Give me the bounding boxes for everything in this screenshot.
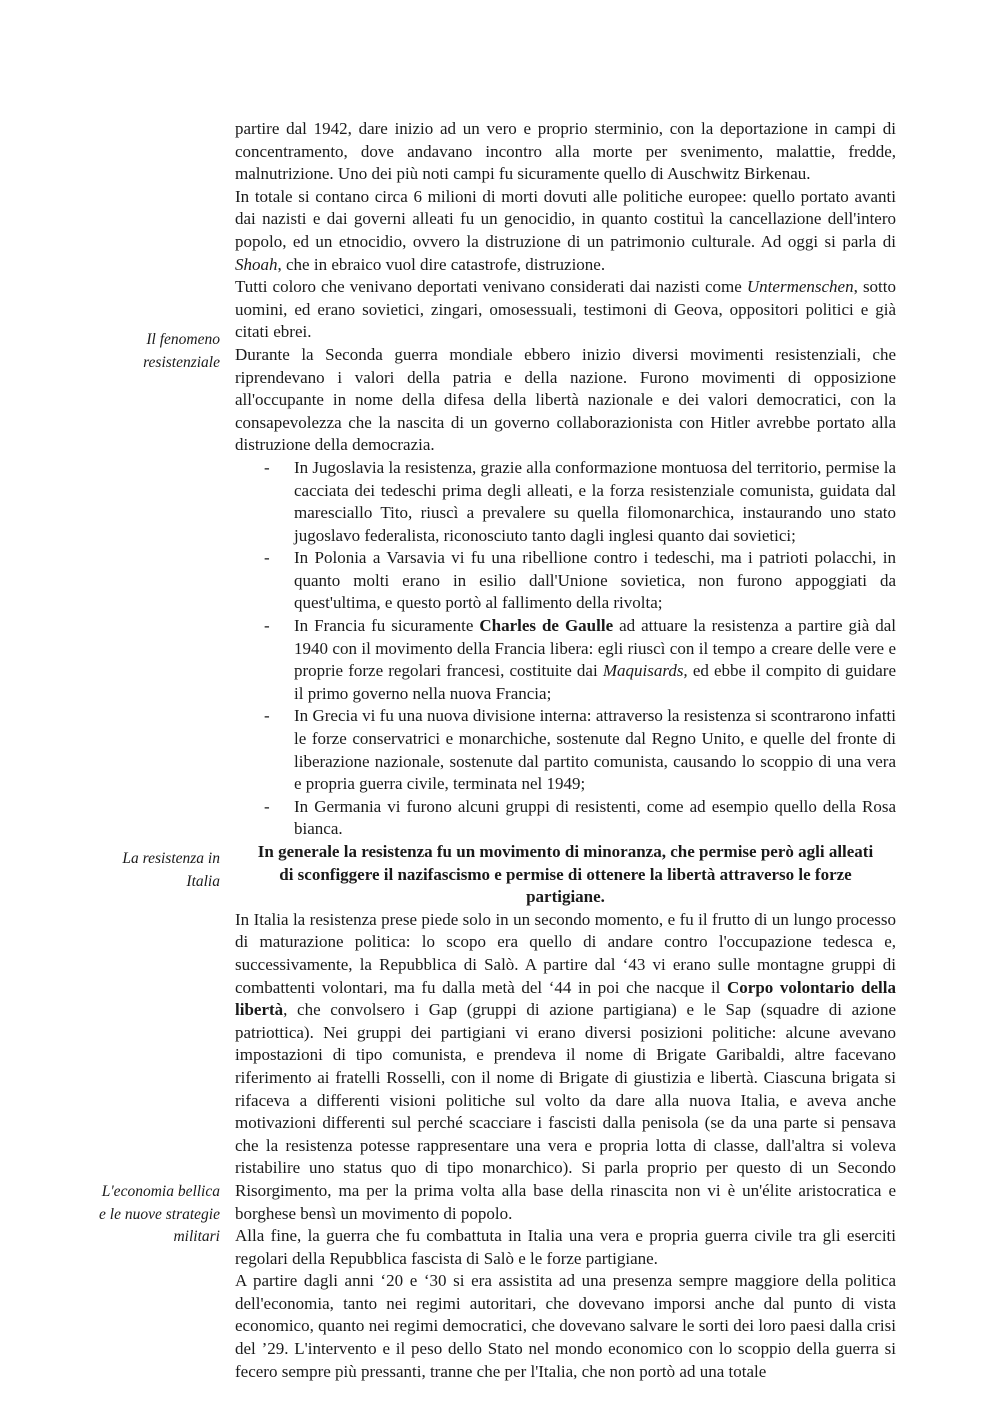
list-text: In Germania vi furono alcuni gruppi di resistenti, come ad esempio quello della Rosa bianca. bbox=[294, 796, 896, 839]
list-dash: - bbox=[264, 548, 270, 568]
term-corpo-volontario: Corpo volontario della libertà bbox=[235, 977, 896, 1020]
margin-note-resistance: Il fenomeno resistenziale bbox=[143, 331, 220, 371]
list-text: ed ebbe il compito di guidare il primo governo nella nuova Francia; bbox=[294, 661, 896, 703]
list-text: In Polonia a Varsavia vi fu una ribellione contro i tedeschi, ma i patrioti polacchi, in quanto molti erano in esilio dall'Unione sovietica, non furono appoggiati da quest'ultima, e questo portò al fallimento della rivolta; bbox=[294, 548, 896, 613]
summary-statement: In generale la resistenza fu un movimento di minoranza, che permise però agli alleati di sconfiggere il nazifascismo e permise di ottenere la libertà attraverso le forze partigiane. bbox=[257, 842, 874, 907]
list-text: In Grecia vi fu una nuova divisione interna: attraverso la resistenza si scontrarono infatti le forze conservatrici e monarchiche, sostenute dal Regno Unito, e quelle del fronte di liberazione nazionale, sostenute dal partito comunista, causando lo scoppio di una vera e propria guerra civile, terminata nel 1949; bbox=[294, 706, 896, 794]
name-de-gaulle: Charles de Gaulle bbox=[479, 616, 614, 636]
term-untermenschen: Untermenschen bbox=[746, 277, 854, 297]
paragraph-extermination: partire dal 1942, dare inizio ad un vero e proprio sterminio, con la deportazione in campi di concentramento, dove andavano incontro alla morte per svenimento, malattie, fredde, malnutrizione. Uno dei più noti campi fu sicuramente quello di Auschwitz Birkenau. bbox=[235, 119, 896, 184]
list-text: ad attuare la resistenza a partire già dal 1940 con il movimento della Francia libera: egli riuscì con il tempo a creare delle vere e proprie forze regolari francesi, costituite dai bbox=[294, 616, 896, 681]
list-text: In Francia fu sicuramente bbox=[294, 616, 480, 636]
text-run: In Italia la resistenza prese piede solo in un secondo momento, e fu il frutto di un lungo processo di maturazione politica: lo scopo era quello di andare contro l'occupazione tedesca e, successivamente, la Repubblica di Salò. A partire dal ‘43 vi erano sulle montagne gruppi di combattenti volontari, ma fu dalla metà del ‘44 in poi che nacque il bbox=[235, 909, 896, 997]
list-dash: - bbox=[264, 616, 270, 636]
list-item-poland bbox=[235, 547, 896, 615]
text-run: , che in ebraico vuol dire catastrofe, distruzione. bbox=[277, 254, 606, 274]
list-text: In Jugoslavia la resistenza, grazie alla conformazione montuosa del territorio, permise la cacciata dei tedeschi prima degli alleati, e la forza resistenziale comunista, guidata dal maresciallo Tito, riuscì a prevalere su quella filomonarchica, instaurando uno stato jugoslavo federalista, riconosciuto tanto dagli inglesi quanto dai sovietici; bbox=[294, 457, 896, 545]
term-shoah: Shoah bbox=[235, 254, 278, 274]
term-maquisards: Maquisards, bbox=[602, 661, 688, 681]
list-item-germany bbox=[235, 796, 896, 841]
paragraph-genocide bbox=[235, 186, 896, 276]
paragraph-italy-resistance bbox=[235, 909, 896, 1225]
list-item-yugoslavia bbox=[235, 457, 896, 547]
list-dash: - bbox=[264, 457, 270, 477]
body-text bbox=[235, 118, 896, 1383]
resistance-list bbox=[235, 457, 896, 841]
list-item-greece bbox=[235, 705, 896, 795]
text-run: , sotto uomini, ed erano sovietici, zingari, omosessuali, testimoni di Geova, oppositori politici e già citati ebrei. bbox=[235, 277, 897, 342]
paragraph-deported bbox=[235, 276, 896, 344]
text-run: , che convolsero i Gap (gruppi di azione partigiana) e le Sap (squadre di azione patriottica). Nei gruppi dei partigiani vi erano diversi posizioni politiche: alcune avevano impostazioni di tipo comunista, e prendeva il nome di Brigate Garibaldi, altre facevano riferimento ai fratelli Rosselli, con il nome di Brigate di giustizia e libertà. Ciascuna brigata si rifaceva a differenti visioni politiche sul volto da dare alla nuova Italia, e aveva anche motivazioni differenti sul perché scacciare i fascisti dalla penisola (se da una parte si pensava che la resistenza potesse rappresentare una vera e propria lotta di classe, dall'altra si voleva ristabilire uno status quo di tipo monarchico). Si parla proprio per questo di un Secondo Risorgimento, ma per la prima volta alla base della rinascita non vi è un'élite aristocratica e borghese bensì un movimento di popolo. bbox=[235, 1000, 896, 1223]
margin-note-economy: L'economia bellica e le nuove strategie militari bbox=[99, 1183, 220, 1246]
paragraph-civil-war: Alla fine, la guerra che fu combattuta in Italia una vera e propria guerra civile tra gli eserciti regolari della Repubblica fascista di Salò e le forze partigiane. bbox=[235, 1226, 896, 1268]
list-item-france bbox=[235, 615, 896, 705]
paragraph-resistance-intro: Durante la Seconda guerra mondiale ebbero inizio diversi movimenti resistenziali, che riprendevano i valori della patria e della nazione. Furono movimenti di opposizione all'occupante in nome della difesa della libertà nazionale e dei valori democratici, con la consapevolezza che la nascita di un governo collaborazionista con Hitler avrebbe portato alla distruzione della democrazia. bbox=[235, 344, 896, 455]
paragraph-war-economy: A partire dagli anni ‘20 e ‘30 si era assistita ad una presenza sempre maggiore della politica dell'economia, tanto nei regimi autoritari, che dovevano imporsi anche dal punto di vista economico, quanto nei regimi democratici, che dovevano salvare le sorti dei loro paesi dalla crisi del ’29. L'intervento e il peso dello Stato nel mondo economico con lo scoppio della guerra si fecero sempre più pressanti, tranne che per l'Italia, che non portò ad una totale bbox=[235, 1271, 896, 1381]
text-run: Tutti coloro che venivano deportati venivano considerati dai nazisti come bbox=[235, 277, 747, 297]
margin-note-italy: La resistenza in Italia bbox=[122, 850, 220, 890]
text-run: In totale si contano circa 6 milioni di morti dovuti alle politiche europee: quello portato avanti dai nazisti e dai governi alleati fu un genocidio, in quanto costituì la cancellazione dell'intero popolo, ed un etnocidio, ovvero la distruzione di un patrimonio culturale. Ad oggi si parla di bbox=[235, 186, 896, 251]
list-dash: - bbox=[264, 796, 270, 816]
list-dash: - bbox=[264, 706, 270, 726]
